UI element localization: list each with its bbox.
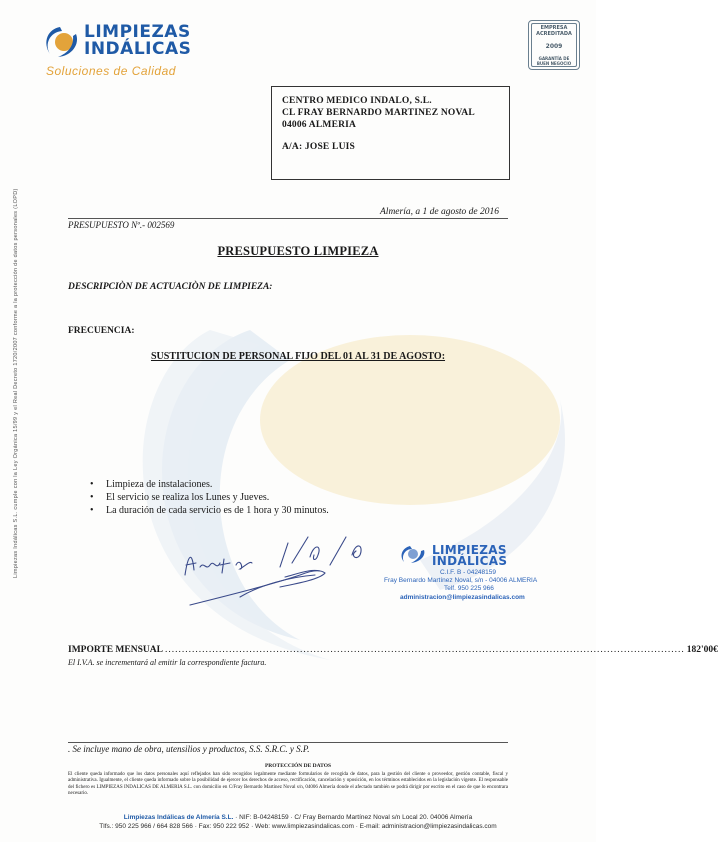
document-date: Almería, a 1 de agosto de 2016 (380, 207, 500, 217)
service-list (90, 478, 329, 517)
recipient-attention: A/A: JOSE LUIS (282, 142, 356, 152)
inclusion-note: . Se incluye mano de obra, utensilios y productos, S.S. S.R.C. y S.P. (68, 744, 310, 754)
document-title: PRESUPUESTO LIMPIEZA (217, 244, 379, 258)
vertical-legal-note: Limpiezas Indálicas S.L. cumple con la Ley Orgánica 15/99 y el Real Decreto 1720/2007 conforme a la protección de datos personales (LOPD) (13, 188, 19, 578)
logo-tagline: Soluciones de Calidad (46, 64, 176, 78)
stamp-logo-icon (398, 544, 426, 564)
monthly-amount-row (68, 645, 718, 655)
logo-text-line2: INDÁLICAS (84, 39, 192, 59)
recipient-street: CL FRAY BERNARDO MARTINEZ NOVAL (282, 108, 475, 118)
divider-bottom (68, 742, 508, 743)
stamp-address: Fray Bernardo Martínez Noval, s/n - 04006 ALMERIA (384, 577, 538, 584)
recipient-city: 04006 ALMERIA (282, 120, 357, 130)
list-item: • Limpieza de instalaciones. (90, 478, 329, 491)
amount-label: IMPORTE MENSUAL (68, 645, 163, 655)
frequency-label: FRECUENCIA: (68, 326, 135, 336)
footer-company: Limpiezas Indálicas de Almería S.L. (123, 814, 234, 821)
vat-note: El I.V.A. se incrementará al emitir la correspondiente factura. (68, 658, 267, 667)
footer-line1 (0, 814, 596, 821)
company-stamp (380, 540, 550, 608)
quote-number: PRESUPUESTO Nº.- 002569 (68, 220, 175, 230)
stamp-line2: INDÁLICAS (432, 554, 508, 568)
stamp-line1: LIMPIEZAS (432, 543, 507, 557)
privacy-title: PROTECCIÓN DE DATOS (264, 763, 332, 769)
list-item: • La duración de cada servicio es de 1 hora y 30 minutos. (90, 504, 329, 517)
seal-bottom-text: GARANTÍA DE BUEN NEGOCIO (536, 56, 572, 66)
logo-swoosh-icon (40, 24, 80, 60)
divider-top (68, 218, 508, 219)
seal-year: 2009 (545, 43, 563, 50)
recipient-address-box (271, 86, 510, 180)
accreditation-seal (528, 20, 580, 70)
stamp-email: administracion@limpiezasindalicas.com (400, 594, 525, 601)
footer-line2: Tlfs.: 950 225 966 / 664 828 566 · Fax: 950 222 952 · Web: www.limpiezasindalicas.com · E-mail: administracion@limpiezasindalicas.com (99, 823, 497, 830)
footer-details: · NIF: B-04248159 · C/ Fray Bernardo Martínez Noval s/n Local 20. 04006 Almería (233, 814, 473, 821)
stamp-cif: C.I.F. B - 04248159 (440, 569, 497, 576)
privacy-text: El cliente queda informado que los datos personales aquí reflejados han sido recogidos legalmente mediante formularios de recogida de datos, para la gestión del cliente o proveedor, gestión contable, fiscal y administrativa. Igualmente, el cliente queda informado sobre la posibilidad de ejercer los derechos de acceso, rectificación, cancelación y oposición, en los términos establecidos en la legislación vigente. El responsable del fichero es LIMPIEZAS INDALICAS DE ALMERIA S.L. con domicilio en C/Fray Bernardo Martinez Noval s/n, 04006 Almería donde el afectado también se podrá dirigir por escrito en el caso de que lo encontrara necesario. (68, 772, 508, 797)
seal-top-text: EMPRESA ACREDITADA (536, 25, 572, 37)
logo-text-line1: LIMPIEZAS (84, 22, 191, 42)
handwritten-signature (180, 525, 380, 615)
substitution-heading: SUSTITUCION DE PERSONAL FIJO DEL 01 AL 31 DE AGOSTO: (150, 351, 446, 362)
company-logo (40, 24, 200, 80)
list-item: • El servicio se realiza los Lunes y Jueves. (90, 491, 329, 504)
recipient-name: CENTRO MEDICO INDALO, S.L. (282, 96, 432, 106)
amount-leader-dots: .......................................................................................................................................................... (164, 645, 685, 655)
stamp-phone: Telf. 950 225 966 (444, 585, 494, 592)
amount-value: 182'00€ (686, 645, 718, 655)
description-label: DESCRIPCIÒN DE ACTUACIÒN DE LIMPIEZA: (68, 282, 273, 292)
